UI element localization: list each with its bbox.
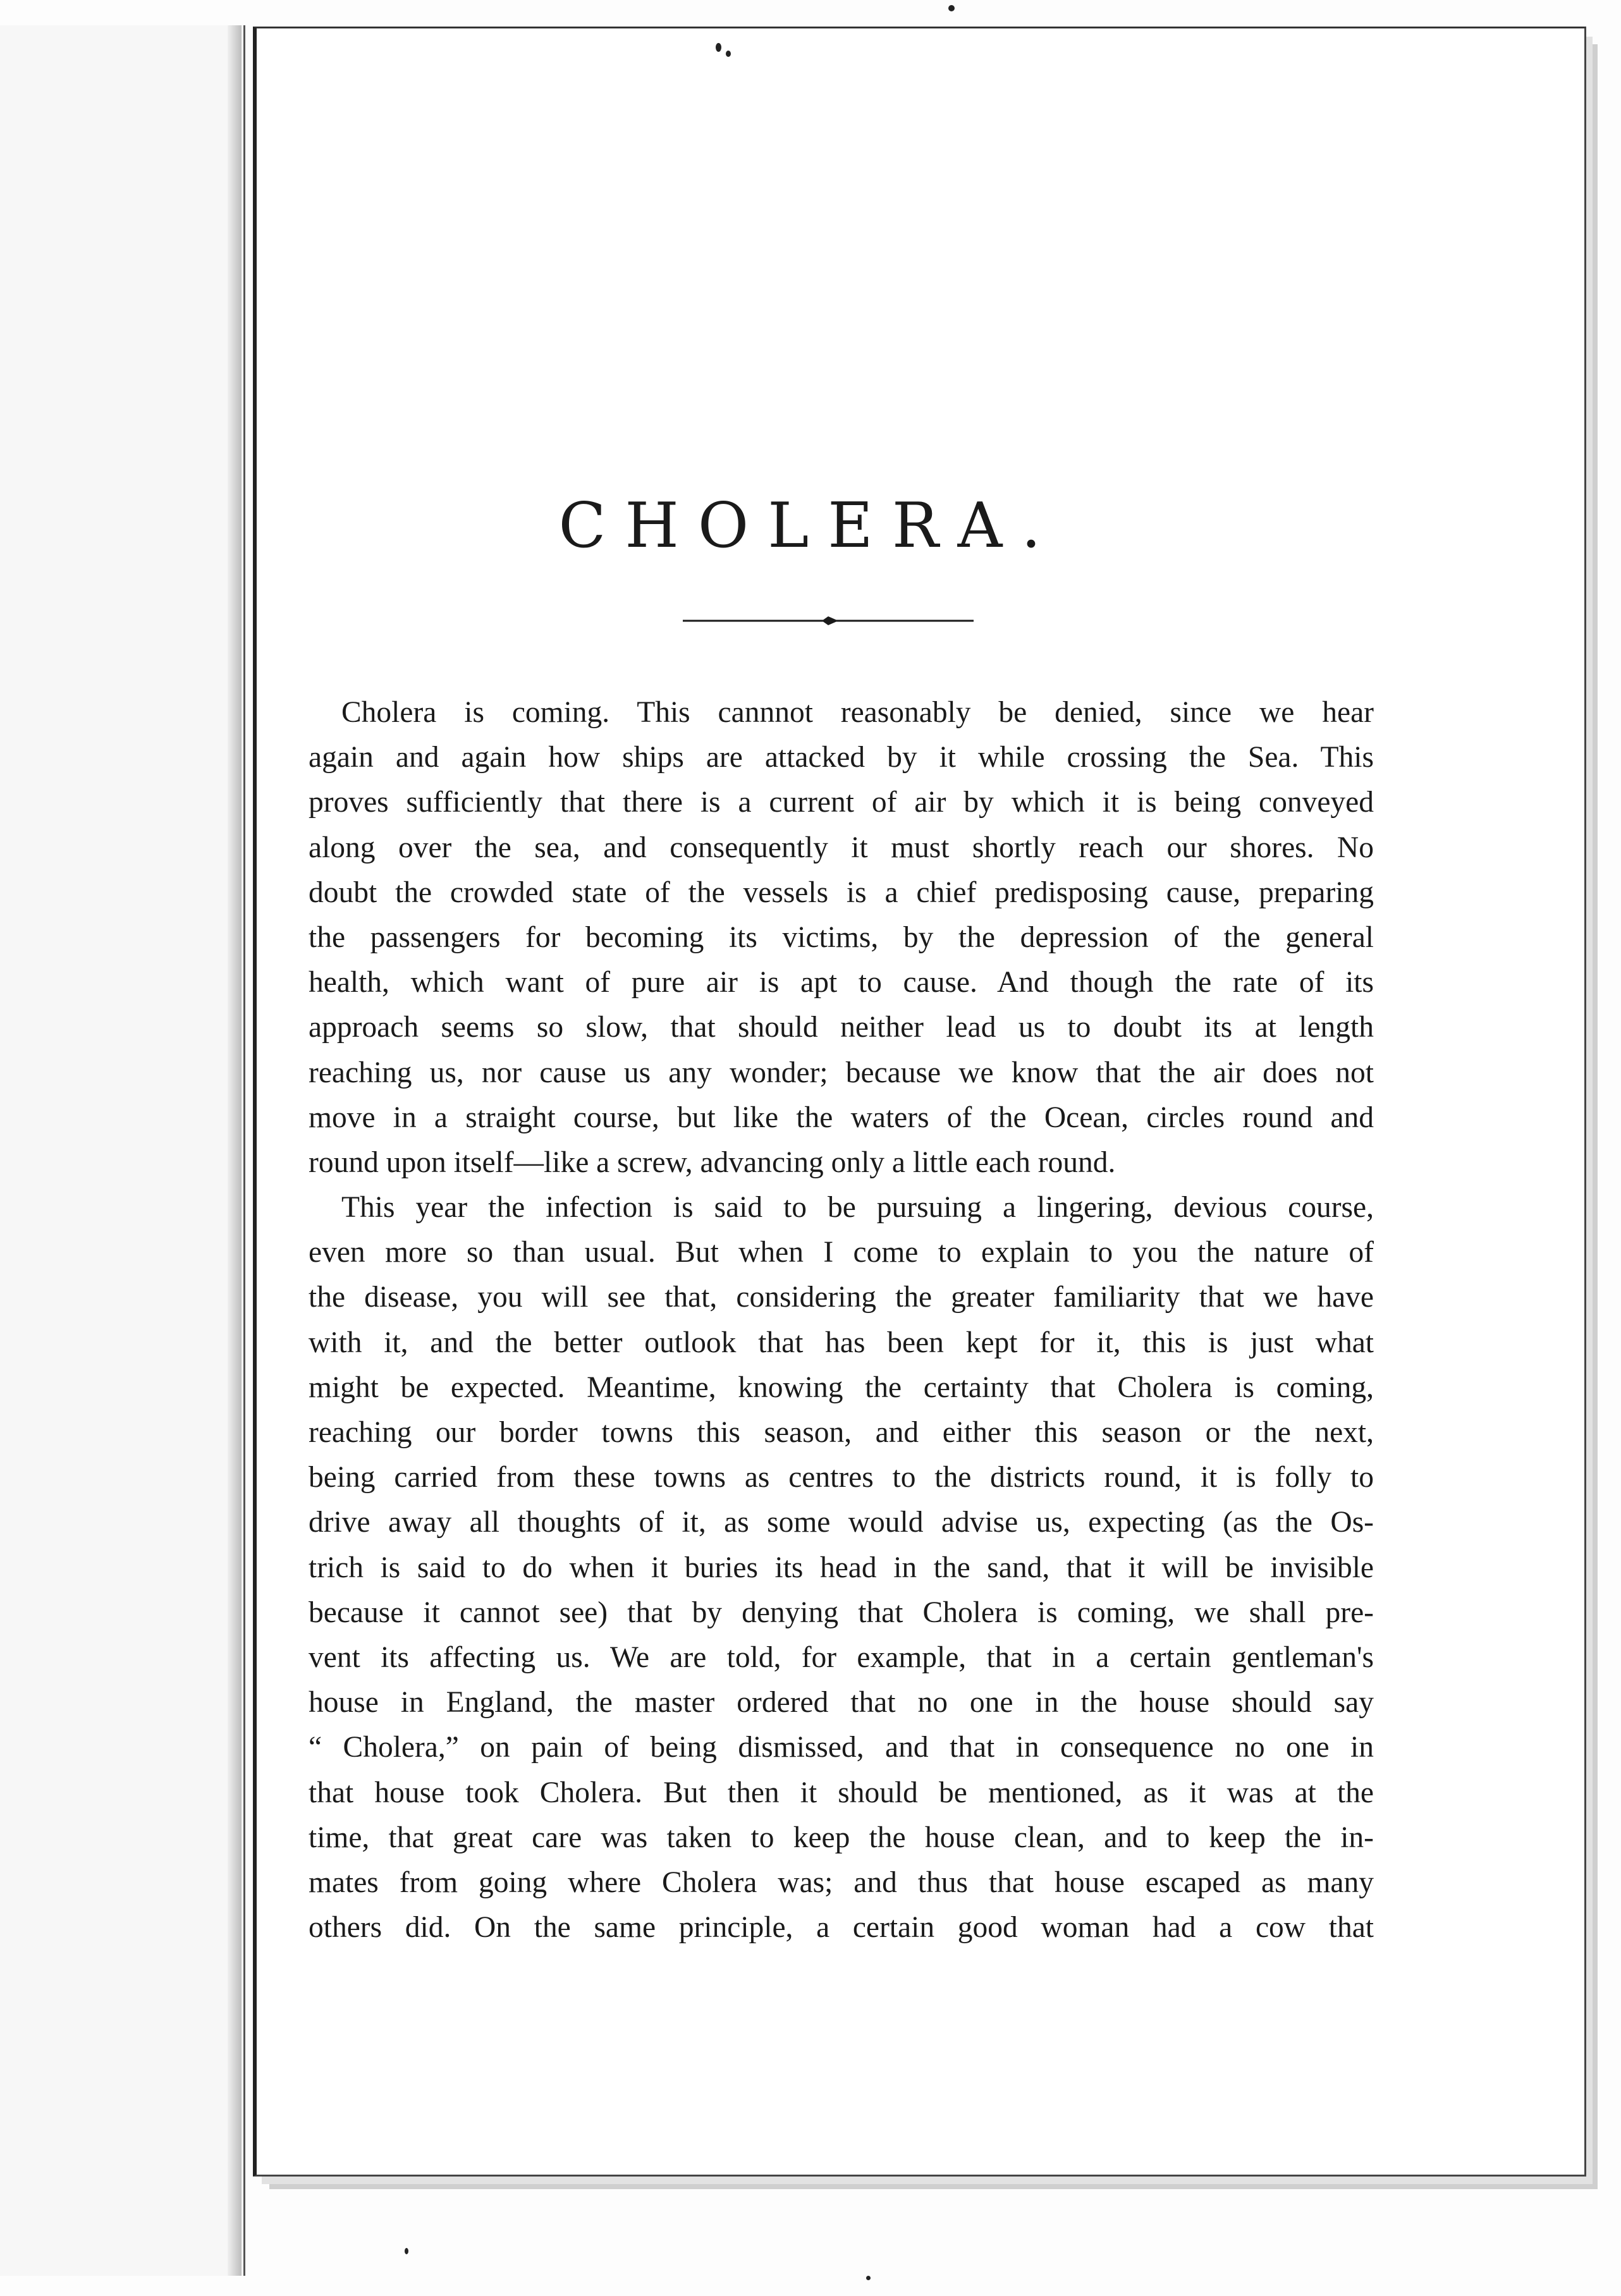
text-line: doubt the crowded state of the vessels is a chief predisposing cause, preparing — [309, 876, 1374, 909]
text-line: others did. On the same principle, a certain good woman had a cow that — [309, 1911, 1374, 1945]
gutter-shadow — [228, 25, 242, 2276]
text-line: round upon itself—like a screw, advancing only a little each round. — [309, 1145, 1116, 1179]
text-line: that house took Cholera. But then it should be mentioned, as it was at the — [309, 1776, 1374, 1809]
text-line: with it, and the better outlook that has been kept for it, this is just what — [309, 1326, 1374, 1359]
text-line: proves sufficiently that there is a current of air by which it is being conveyed — [309, 786, 1374, 819]
text-line: Cholera is coming. This cannnot reasonably be denied, since we hear — [341, 696, 1374, 729]
text-line: health, which want of pure air is apt to cause. And though the rate of its — [309, 966, 1374, 999]
title-ornament — [683, 613, 974, 628]
text-line: vent its affecting us. We are told, for example, that in a certain gentleman's — [309, 1640, 1374, 1674]
text-line: the disease, you will see that, considering the greater familiarity that we have — [309, 1281, 1374, 1314]
facing-page — [0, 25, 245, 2276]
body-text — [309, 690, 1374, 1950]
scan-speck — [716, 43, 721, 52]
text-line: move in a straight course, but like the waters of the Ocean, circles round and — [309, 1101, 1374, 1134]
scan-speck — [948, 5, 955, 11]
text-line: house in England, the master ordered that no one in the house should say — [309, 1686, 1374, 1719]
text-line: along over the sea, and consequently it must shortly reach our shores. No — [309, 831, 1374, 864]
text-line: again and again how ships are attacked by it while crossing the Sea. This — [309, 741, 1374, 774]
scan-speck — [866, 2276, 871, 2280]
text-line: mates from going where Cholera was; and thus that house escaped as many — [309, 1866, 1374, 1899]
text-line: even more so than usual. But when I come to explain to you the nature of — [309, 1236, 1374, 1269]
text-line: trich is said to do when it buries its head in the sand, that it will be invisible — [309, 1551, 1374, 1584]
text-line: approach seems so slow, that should neither lead us to doubt its at length — [309, 1011, 1374, 1044]
text-line: time, that great care was taken to keep the house clean, and to keep the in- — [309, 1821, 1374, 1854]
text-line: reaching us, nor cause us any wonder; because we know that the air does not — [309, 1056, 1374, 1089]
text-line: being carried from these towns as centres to the districts round, it is folly to — [309, 1461, 1374, 1494]
text-line: drive away all thoughts of it, as some would advise us, expecting (as the Os- — [309, 1506, 1374, 1539]
scan-speck — [405, 2248, 408, 2254]
text-line: “ Cholera,” on pain of being dismissed, and that in consequence no one in — [309, 1731, 1374, 1764]
text-line: the passengers for becoming its victims, by the depression of the general — [309, 920, 1374, 954]
text-line: This year the infection is said to be pursuing a lingering, devious course, — [341, 1191, 1374, 1224]
page-title: CHOLERA. — [558, 490, 1060, 562]
text-line: might be expected. Meantime, knowing the certainty that Cholera is coming, — [309, 1371, 1374, 1404]
text-line: because it cannot see) that by denying that Cholera is coming, we shall pre- — [309, 1596, 1374, 1629]
text-line: reaching our border towns this season, and either this season or the next, — [309, 1416, 1374, 1449]
scan-speck — [726, 51, 731, 57]
